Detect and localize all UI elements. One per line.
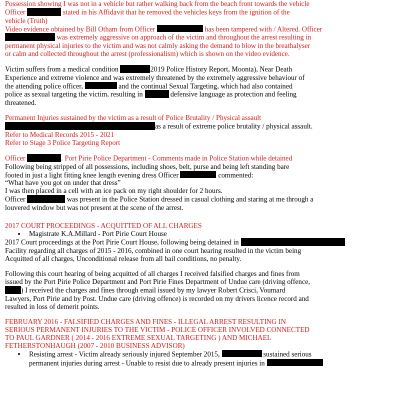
text-fragment: as a result of extreme police brutality / physical assault. — [155, 122, 313, 131]
bullet-list — [5, 350, 395, 359]
text-fragment: Officer — [5, 8, 26, 17]
text-line — [5, 8, 395, 17]
text-line — [5, 82, 395, 91]
section-permanent-injuries — [5, 114, 395, 147]
text-fragment: 2019 Police History Report, Moonta), Near Death — [150, 65, 293, 74]
text-line — [5, 25, 395, 34]
text-line: I was then placed in a cell with an ice pack on my right shoulder for 2 hours. — [5, 187, 223, 196]
heading-line: TO PAUL GARDNER ( 2014 - 2016 EXTREME SEXUAL TARGETING ) AND MICHAEL — [5, 333, 272, 342]
text-line: or calm and collected throughout the arrest (professionalism) which is shown on the video evidence. — [5, 50, 290, 59]
redaction-block — [27, 8, 61, 16]
heading-line: FETHERSTONHAUGH (2007 - 2010 BUSINESS ADVISOR) — [5, 341, 185, 350]
text-fragment: police as sexual targeting the victim, resulting in — [5, 91, 143, 100]
list-item — [29, 350, 395, 359]
text-fragment: 2017 Court proceedings at the Port Pirie Court House, following being detained in — [5, 238, 239, 247]
text-line: issued by the Port Pirie Police Department and Port Pirie Fines Department of Undue care (driving offence, — [5, 277, 311, 286]
redaction-block — [241, 238, 345, 246]
text-line — [5, 195, 395, 204]
text-fragment: was present in the Police Station dressed in casual clothing and staring at me through a — [66, 195, 314, 204]
text-line: Facility regarding all charges of 2015 - 2016, combined in one court hearing resulted in the victim being — [5, 246, 302, 255]
text-fragment: Officer — [5, 154, 26, 163]
text-line: Possession showing I was not in a vehicle but rather walking back from the beach front towards the vehicle — [5, 0, 310, 8]
text-line: “What have you got on under that dress” — [5, 179, 121, 188]
text-line — [5, 154, 395, 163]
text-fragment: was extremely aggressive on approach of the victim and throughout the arrest resulting in — [56, 33, 312, 42]
text-fragment: sustained serious — [263, 350, 312, 359]
text-line: Refer to Medical Records 2015 - 2021 — [5, 130, 115, 139]
redaction-block — [222, 350, 262, 358]
section-medical-condition — [5, 65, 395, 107]
text-fragment: footed in just a light fitting knee length evening dress Officer — [5, 171, 179, 180]
text-fragment: . Port Pirie Police Department - Comments made in Police Station while detained — [61, 154, 293, 163]
text-line — [5, 65, 395, 74]
redaction-block — [145, 90, 169, 98]
redaction-block — [267, 359, 323, 367]
text-line: Acquitted of all charges, Unconditional release from all bail conditions, no penalty. — [5, 254, 242, 263]
text-line: Lawyers, Port Pirie and by Post. Undue care (driving offence) is recorded on my drivers licence record and — [5, 294, 309, 303]
text-line — [5, 359, 395, 368]
text-fragment: the attending police officer, — [5, 82, 83, 91]
section-falsified-charges — [5, 270, 395, 311]
text-fragment: Resisting arrest - Victim already seriously injured September 2015, — [29, 350, 220, 359]
text-fragment: commented: — [218, 171, 254, 180]
redaction-block — [85, 82, 117, 90]
text-line: threatened. — [5, 99, 37, 108]
text-fragment: Video evidence obtained by Bill Otham from Officer — [5, 25, 156, 34]
text-line: Following being stripped of all possessions, including shoes, belt, purse and being left standing bare — [5, 162, 290, 171]
redaction-block — [5, 122, 155, 130]
text-line: Permanent Injuries sustained by the victim as a result of Police Brutality / Physical assault — [5, 114, 262, 123]
text-line — [5, 171, 395, 180]
redaction-block — [5, 286, 21, 294]
text-fragment: has been tampered with / Altered. Officer — [204, 25, 323, 34]
redaction-block — [157, 25, 203, 33]
section-heading — [5, 318, 395, 350]
heading-line: FEBRUARY 2016 - FALSIFIED CHARGES AND FINES - ILLEGAL ARREST RESULTING IN — [5, 317, 286, 326]
text-line: vehicle (Truth) — [5, 16, 48, 25]
section-february-2016 — [5, 318, 395, 367]
redaction-block — [180, 171, 216, 179]
text-line: louvered window but was not present at the scene of the arrest. — [5, 203, 184, 212]
text-line — [5, 238, 395, 247]
text-fragment: and the continual Sexual Targeting, which had also contained — [118, 82, 293, 91]
redaction-block — [27, 195, 65, 203]
redaction-block — [27, 154, 61, 162]
text-fragment: permanent injuries during arrest - Unable to resist due to already present injuries in — [29, 359, 265, 368]
text-fragment: Victim suffers from a medical condition — [5, 65, 119, 74]
text-line: Following this court hearing of being acquitted of all charges I received falsified charges and fines from — [5, 269, 300, 278]
list-item: • Magistrate K.A.Millard - Port Pirie Court House — [29, 230, 395, 238]
text-line — [5, 286, 395, 295]
text-line: Experience and extreme violence and was extremely threatened by the extremely aggressive behaviour of — [5, 73, 305, 82]
redaction-block — [120, 65, 150, 73]
text-line — [5, 90, 395, 99]
text-fragment: Officer — [5, 195, 26, 204]
redaction-block — [5, 33, 55, 41]
text-line: resulted in loss of demerit points. — [5, 302, 100, 311]
section-heading: 2017 COURT PROCEEDINGS - ACQUITTED OF ALL CHARGES — [5, 222, 202, 231]
text-line — [5, 122, 395, 131]
text-line: Refer to Stage 3 Police Targeting Report — [5, 138, 121, 147]
text-line: permanent physical injuries to the victim and was not calmly asking the demand to blow in the breathalyser — [5, 42, 311, 51]
section-court-proceedings — [5, 222, 395, 263]
text-line — [5, 33, 395, 42]
section-police-station-comments — [5, 154, 395, 212]
text-fragment: stated in his Affidavit that he removed the vehicles keys from the ignition of the — [62, 8, 290, 17]
text-fragment: ) I received the charges and fines through email issued by my lawyer Robert Crisci, Voumard — [21, 286, 286, 295]
bullet-list — [5, 230, 395, 238]
heading-line: SERIOUS PERMANENT INJURIES TO THE VICTIM - POLICE OFFICER INVOLVED CONNECTED — [5, 325, 310, 334]
section-video-evidence — [5, 0, 395, 58]
text-fragment: defensive language as protection and feeling — [170, 91, 297, 100]
